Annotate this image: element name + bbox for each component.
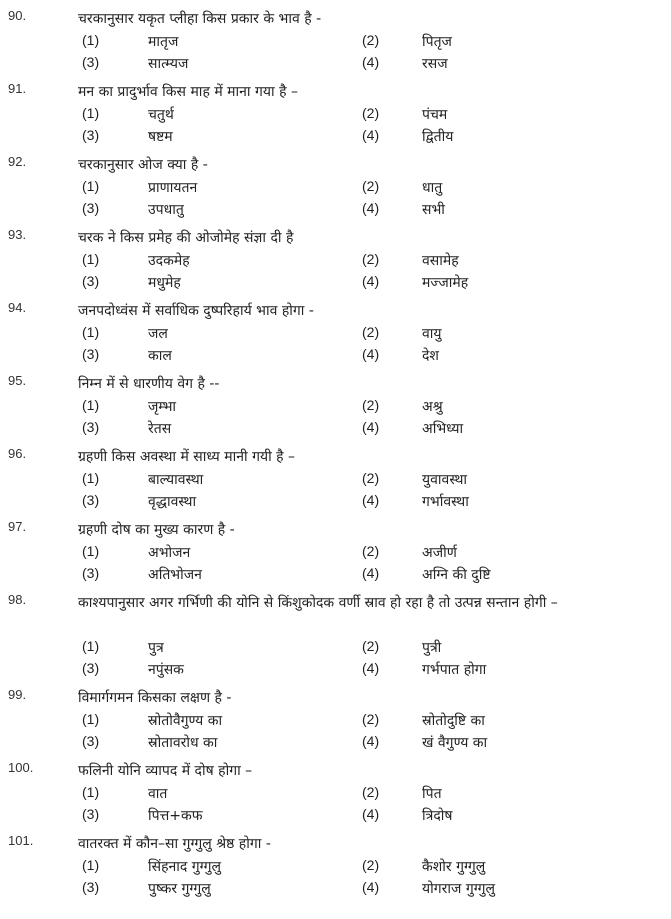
- option-number: (4): [362, 879, 380, 895]
- option-text: प्राणायतन: [148, 180, 198, 196]
- question-number: 95.: [8, 373, 27, 388]
- question-text: चरकानुसार यकृत प्लीहा किस प्रकार के भाव है -: [78, 11, 322, 27]
- option-text: स्रोतोवैगुण्य का: [148, 713, 223, 729]
- option-text: द्वितीय: [422, 129, 454, 145]
- option-text: वात: [148, 786, 168, 802]
- option-text: अग्नि की दुष्टि: [422, 567, 491, 583]
- option-text: वायु: [422, 326, 442, 342]
- option-number: (4): [362, 660, 380, 676]
- option-text: वसामेह: [422, 253, 459, 269]
- question-text: फलिनी योनि व्यापद में दोष होगा –: [78, 763, 253, 779]
- option-number: (3): [82, 419, 100, 435]
- question-text: जनपदोध्वंस में सर्वाधिक दुष्परिहार्य भाव होगा -: [78, 303, 314, 319]
- option-text: चतुर्थ: [148, 107, 174, 123]
- option-text: पुत्र: [148, 640, 164, 656]
- option-text: सात्म्यज: [148, 56, 189, 72]
- option-number: (1): [82, 711, 100, 727]
- option-text: सभी: [422, 202, 445, 218]
- option-number: (4): [362, 200, 380, 216]
- option-text: मधुमेह: [148, 275, 181, 291]
- option-number: (3): [82, 127, 100, 143]
- option-number: (4): [362, 565, 380, 581]
- option-number: (2): [362, 324, 380, 340]
- option-text: उदकमेह: [148, 253, 190, 269]
- option-number: (2): [362, 711, 380, 727]
- option-number: (4): [362, 492, 380, 508]
- option-number: (1): [82, 470, 100, 486]
- option-number: (3): [82, 879, 100, 895]
- option-text: अभोजन: [148, 545, 191, 561]
- option-number: (3): [82, 733, 100, 749]
- question-text: ग्रहणी किस अवस्था में साध्य मानी गयी है –: [78, 449, 296, 465]
- question-number: 91.: [8, 81, 27, 96]
- option-text: खं वैगुण्य का: [422, 735, 488, 751]
- option-number: (1): [82, 178, 100, 194]
- question-number: 97.: [8, 519, 27, 534]
- option-text: स्रोतोदुष्टि का: [422, 713, 485, 729]
- option-number: (1): [82, 251, 100, 267]
- option-number: (1): [82, 105, 100, 121]
- question-number: 100.: [8, 760, 34, 775]
- option-text: अभिध्या: [422, 421, 464, 437]
- option-number: (2): [362, 784, 380, 800]
- option-number: (3): [82, 273, 100, 289]
- option-text: अश्रु: [422, 399, 443, 415]
- option-number: (4): [362, 127, 380, 143]
- option-text: सिंहनाद गुग्गुलु: [148, 859, 221, 875]
- option-text: काल: [148, 348, 172, 364]
- question-number: 99.: [8, 687, 27, 702]
- option-text: अजीर्ण: [422, 545, 457, 561]
- option-number: (2): [362, 178, 380, 194]
- question-text: विमार्गगमन किसका लक्षण है -: [78, 690, 232, 706]
- option-text: पुत्री: [422, 640, 442, 656]
- option-text: योगराज गुग्गुलु: [422, 881, 496, 897]
- option-text: धातु: [422, 180, 443, 196]
- option-number: (2): [362, 638, 380, 654]
- option-number: (3): [82, 565, 100, 581]
- option-number: (4): [362, 733, 380, 749]
- option-number: (1): [82, 543, 100, 559]
- option-text: उपधातु: [148, 202, 184, 218]
- option-text: पुष्कर गुग्गुलु: [148, 881, 211, 897]
- option-number: (1): [82, 638, 100, 654]
- option-text: वृद्धावस्था: [148, 494, 197, 510]
- question-number: 96.: [8, 446, 27, 461]
- option-number: (3): [82, 346, 100, 362]
- option-number: (4): [362, 346, 380, 362]
- option-text: गर्भावस्था: [422, 494, 469, 510]
- question-number: 101.: [8, 833, 34, 848]
- option-number: (1): [82, 324, 100, 340]
- option-text: त्रिदोष: [422, 808, 453, 824]
- question-text: वातरक्त में कौन–सा गुग्गुलु श्रेष्ठ होगा -: [78, 836, 271, 852]
- option-text: रसज: [422, 56, 448, 72]
- option-text: युवावस्था: [422, 472, 468, 488]
- option-text: अतिभोजन: [148, 567, 202, 583]
- option-number: (1): [82, 397, 100, 413]
- option-number: (3): [82, 806, 100, 822]
- option-text: पित्त+कफ: [148, 808, 203, 824]
- option-number: (2): [362, 470, 380, 486]
- option-number: (4): [362, 806, 380, 822]
- option-number: (1): [82, 784, 100, 800]
- option-number: (2): [362, 857, 380, 873]
- option-number: (1): [82, 857, 100, 873]
- option-number: (4): [362, 419, 380, 435]
- option-text: जृम्भा: [148, 399, 177, 415]
- question-number: 94.: [8, 300, 27, 315]
- question-text: मन का प्रादुर्भाव किस माह में माना गया है –: [78, 84, 298, 100]
- option-number: (2): [362, 105, 380, 121]
- question-text: काश्यपानुसार अगर गर्भिणी की योनि से किंशुकोदक वर्णी स्राव हो रहा है तो उत्पन्न सन्तान होगी –: [78, 595, 558, 611]
- question-text: चरकानुसार ओज क्या है -: [78, 157, 208, 173]
- question-number: 98.: [8, 592, 27, 607]
- question-text: चरक ने किस प्रमेह की ओजोमेह संज्ञा दी है: [78, 230, 294, 246]
- option-number: (4): [362, 273, 380, 289]
- option-text: पित: [422, 786, 442, 802]
- option-text: मातृज: [148, 34, 179, 50]
- question-text: ग्रहणी दोष का मुख्य कारण है -: [78, 522, 235, 538]
- option-text: जल: [148, 326, 168, 342]
- option-text: षष्टम: [148, 129, 173, 145]
- question-number: 90.: [8, 8, 27, 23]
- option-text: कैशोर गुग्गुलु: [422, 859, 486, 875]
- option-text: देश: [422, 348, 439, 364]
- option-number: (3): [82, 54, 100, 70]
- option-number: (3): [82, 200, 100, 216]
- option-text: रेतस: [148, 421, 172, 437]
- option-number: (2): [362, 397, 380, 413]
- option-number: (2): [362, 543, 380, 559]
- option-number: (1): [82, 32, 100, 48]
- option-text: मज्जामेह: [422, 275, 469, 291]
- question-number: 93.: [8, 227, 27, 242]
- question-text: निम्न में से धारणीय वेग है --: [78, 376, 220, 392]
- option-number: (2): [362, 251, 380, 267]
- option-number: (3): [82, 492, 100, 508]
- option-number: (4): [362, 54, 380, 70]
- option-text: पंचम: [422, 107, 448, 123]
- option-text: स्रोतावरोध का: [148, 735, 218, 751]
- option-text: गर्भपात होगा: [422, 662, 487, 678]
- option-number: (2): [362, 32, 380, 48]
- option-text: बाल्यावस्था: [148, 472, 204, 488]
- option-number: (3): [82, 660, 100, 676]
- option-text: पितृज: [422, 34, 452, 50]
- question-number: 92.: [8, 154, 27, 169]
- option-text: नपुंसक: [148, 662, 184, 678]
